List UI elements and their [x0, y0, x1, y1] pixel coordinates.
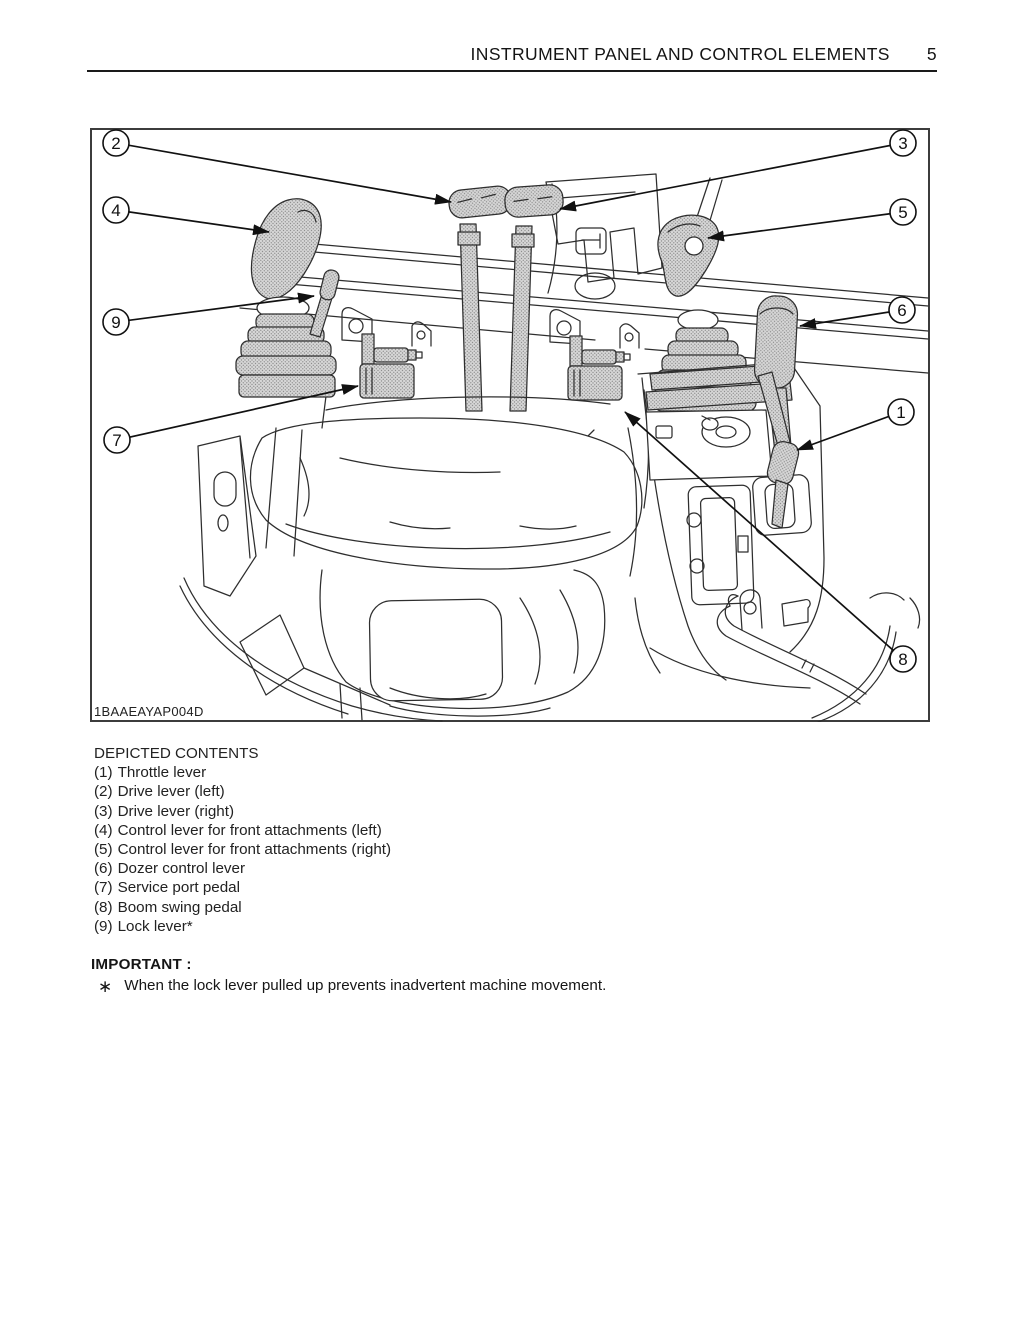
contents-item-num: (5) [94, 841, 113, 859]
svg-text:2: 2 [111, 134, 121, 153]
contents-item-label: Dozer control lever [117, 860, 246, 878]
contents-item-num: (9) [94, 917, 113, 935]
contents-item-num: (4) [94, 821, 113, 839]
depicted-contents [94, 744, 391, 936]
contents-item [94, 782, 391, 801]
header-rule [87, 70, 937, 72]
svg-text:4: 4 [111, 201, 121, 220]
svg-text:3: 3 [898, 134, 908, 153]
instrument-panel-drawing [90, 128, 930, 722]
important-note: When the lock lever pulled up prevents inadvertent machine movement. [124, 977, 607, 994]
contents-item-num: (2) [94, 783, 113, 801]
contents-item [94, 878, 391, 897]
contents-item-num: (7) [94, 879, 113, 897]
contents-item-num: (8) [94, 898, 113, 916]
contents-item-label: Control lever for front attachments (right) [117, 841, 392, 859]
contents-item-label: Service port pedal [117, 879, 240, 897]
contents-item-num: (6) [94, 860, 113, 878]
contents-item-label: Control lever for front attachments (left) [117, 821, 382, 839]
important-heading: IMPORTANT : [91, 956, 192, 973]
contents-item-label: Throttle lever [117, 764, 207, 782]
contents-item-label: Lock lever* [117, 917, 193, 935]
contents-item [94, 763, 391, 782]
svg-text:5: 5 [898, 203, 908, 222]
contents-item-num: (3) [94, 802, 113, 820]
figure-code: 1BAAEAYAP004D [94, 704, 204, 719]
important-note-row [91, 977, 606, 996]
important-section [91, 956, 606, 996]
contents-item [94, 898, 391, 917]
page-number: 5 [926, 44, 937, 64]
contents-item [94, 802, 391, 821]
contents-heading: DEPICTED CONTENTS [94, 745, 259, 762]
svg-text:9: 9 [111, 313, 121, 332]
contents-item [94, 917, 391, 936]
page-title: INSTRUMENT PANEL AND CONTROL ELEMENTS [470, 44, 890, 64]
contents-item-label: Boom swing pedal [117, 898, 242, 916]
svg-text:8: 8 [898, 650, 908, 669]
svg-text:7: 7 [112, 431, 122, 450]
asterisk-marker: ∗ [98, 977, 113, 996]
figure-instrument-panel [90, 128, 930, 722]
contents-item-label: Drive lever (right) [117, 802, 235, 820]
svg-text:6: 6 [897, 301, 907, 320]
contents-item [94, 840, 391, 859]
contents-item [94, 821, 391, 840]
contents-item-label: Drive lever (left) [117, 783, 225, 801]
contents-item-num: (1) [94, 764, 113, 782]
contents-item [94, 859, 391, 878]
svg-text:1: 1 [896, 403, 906, 422]
page-header [0, 44, 937, 65]
